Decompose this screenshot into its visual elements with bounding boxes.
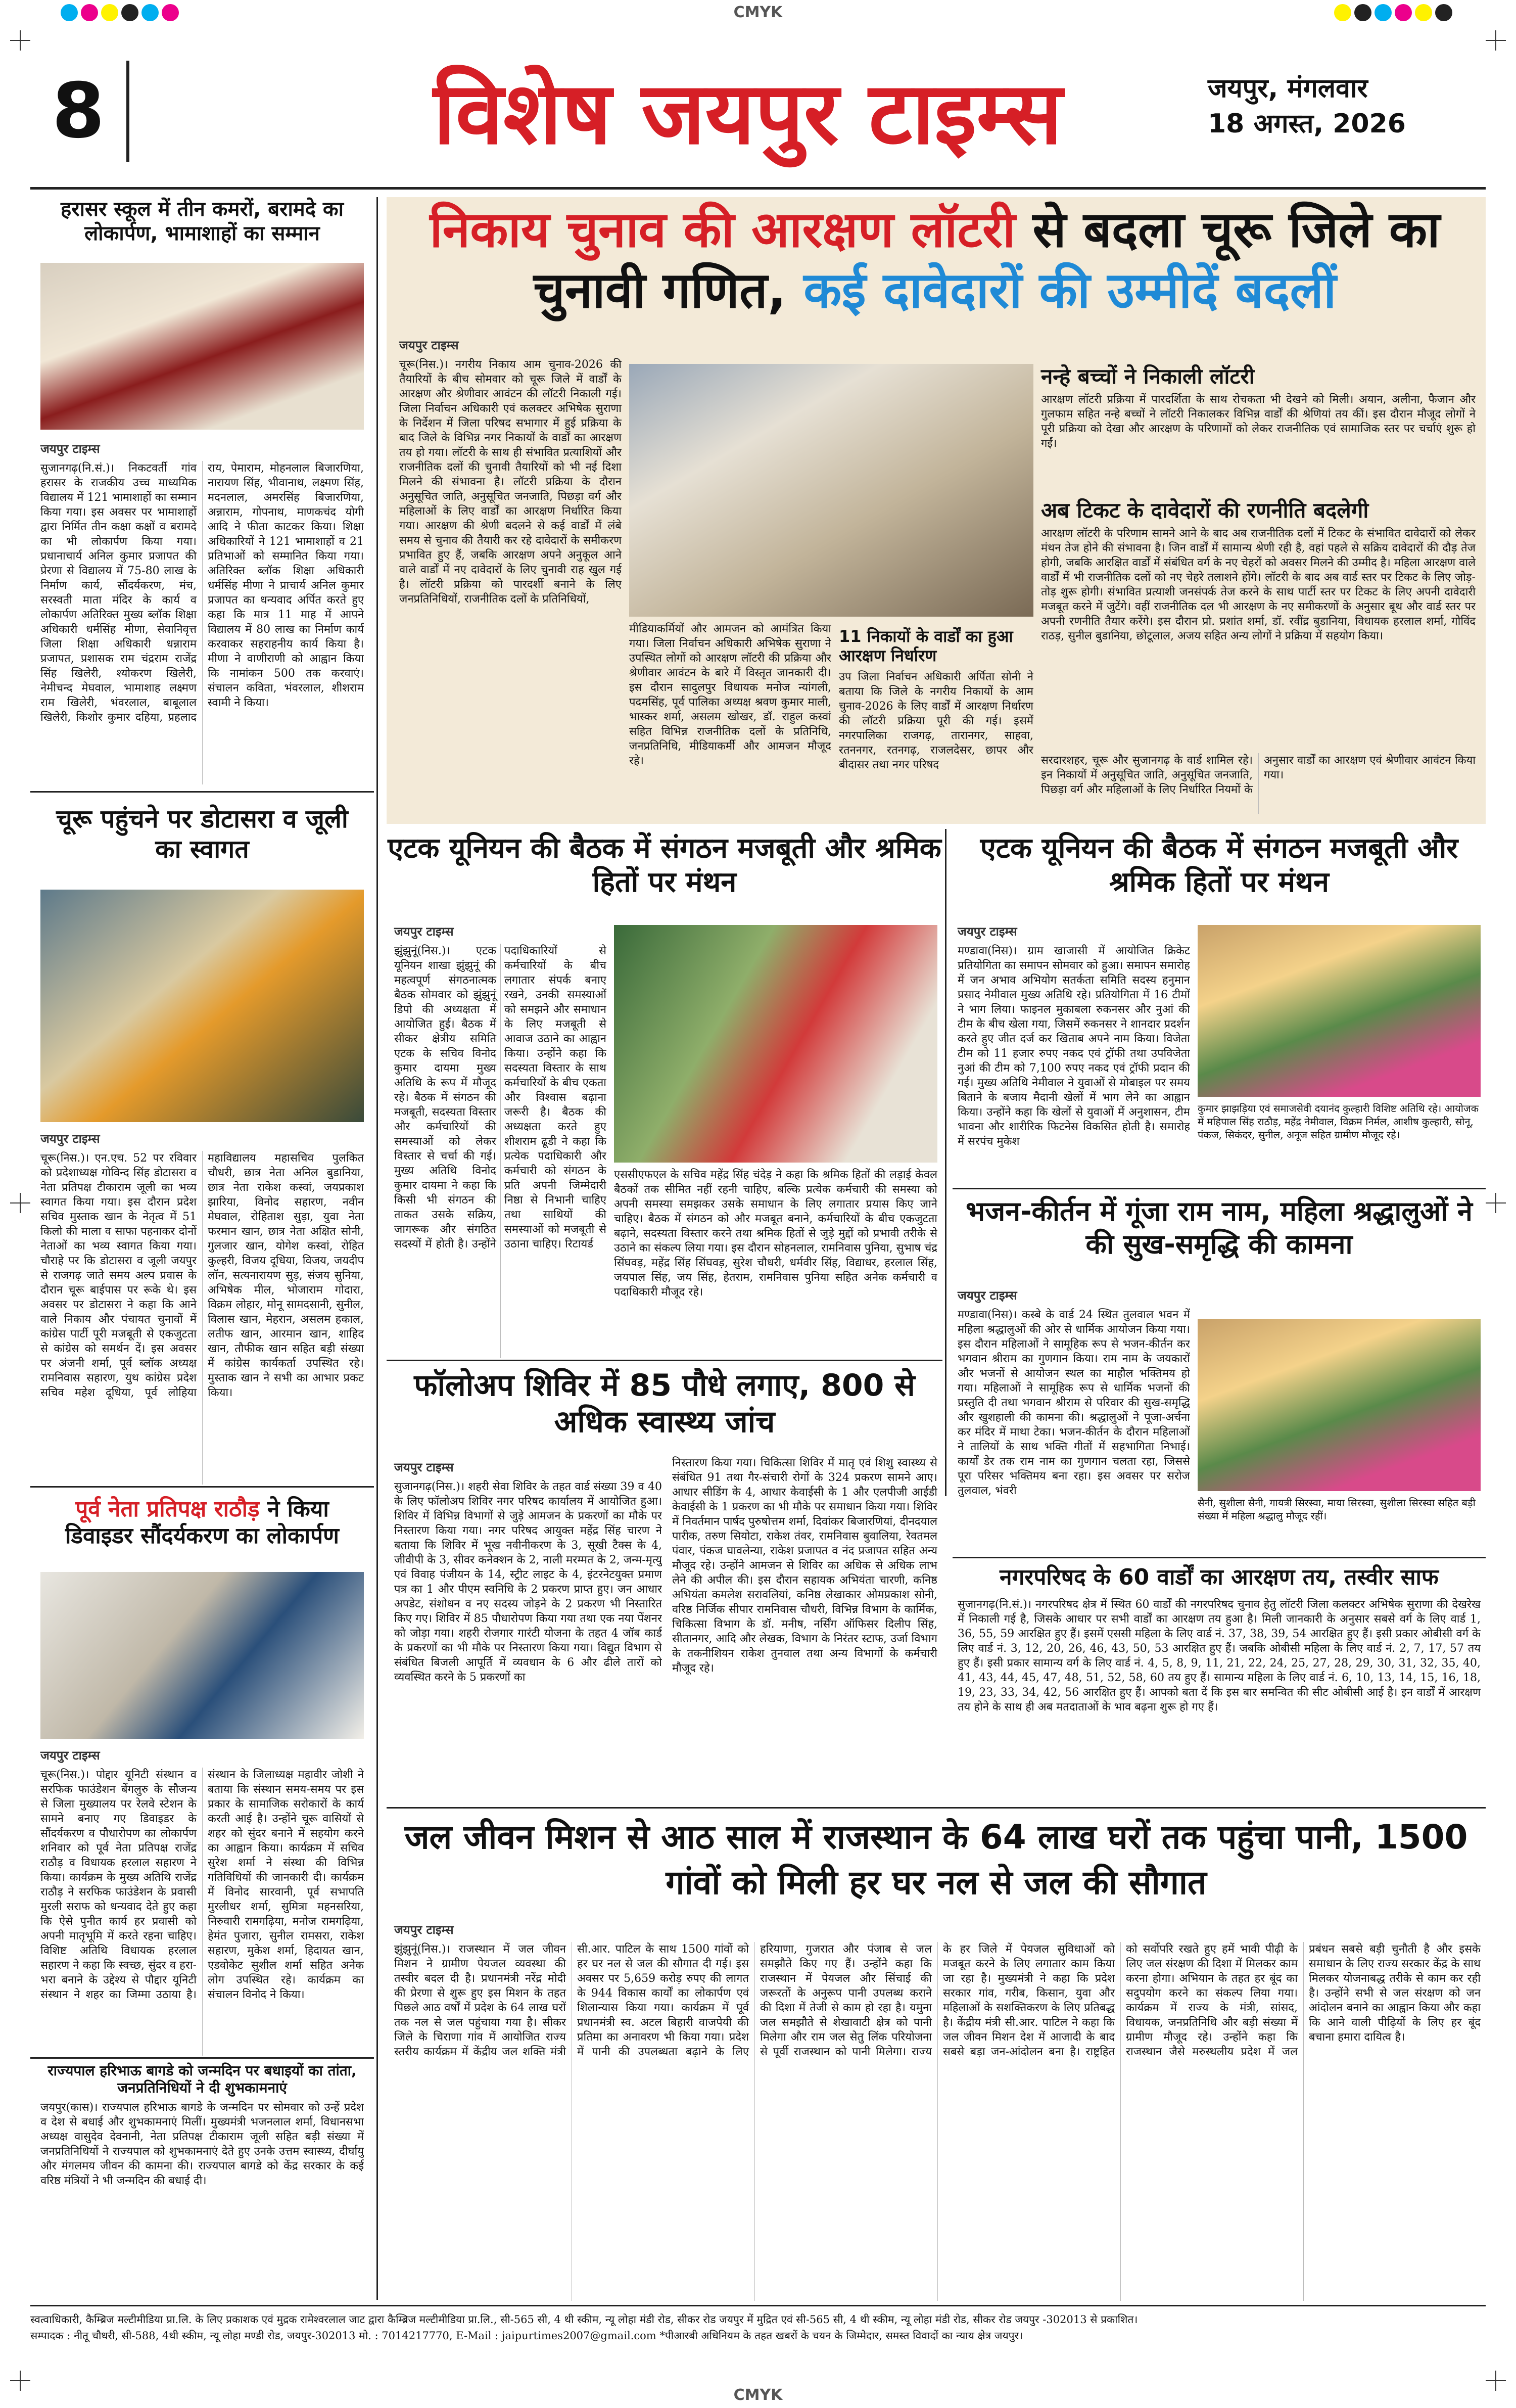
rathore-body: चूरू(निस.)। पोद्दार यूनिटी संस्थान व सरफिक फाउंडेशन बेंगलुरु के सौजन्य से जिला मुख्यालय पर रेलवे स्टेशन के सामने बनाए गए डिवाइडर के सौंदर्यकरण व पौधारोपण का लोकार्पण शनिवार को पूर्व नेता प्रतिपक्ष राजेंद्र राठौड़ व विधायक हरलाल सहारण ने किया। कार्यक्रम के मुख्य अतिथि राजेंद्र राठौड़ ने सरफिक फाउंडेशन के प्रवासी मुरली सराफ को धन्यवाद देते हुए कहा कि ऐसे पुनीत कार्य हर प्रवासी को अपनी मातृभूमि में करते रहना चाहिए। विशिष्ट अतिथि विधायक हरलाल सहारण ने कहा कि स्वच्छ, सुंदर व हरा-भरा बनाने के उद्देश्य से पौद्दार यूनिटी संस्थान ने शहर का जिम्मा उठाया है। संस्थान के जिलाध्यक्ष महावीर जोशी ने बताया कि संस्थान समय-समय पर इस प्रकार के सामाजिक सरोकारों के कार्य करती आई है। उन्होंने चूरू वासियों से शहर को सुंदर बनाने में सहयोग करने का आह्वान किया। कार्यक्रम में सचिव सुरेश शर्मा ने संस्था की विभिन्न गतिविधियों की जानकारी दी। कार्यक्रम में विनोद सारवानी, पूर्व सभापति मुरलीधर शर्मा, सुमित्रा महनसरिया, निरुवारी रामगढ़िया, मनोज रामगढ़िया, हेमंत पुजारा, सुनील रामसरा, राकेश सहारण, मुकेश शर्मा, हिदायत खान, एडवोकेट सुशील शर्मा सहित अनेक लोग उपस्थित रहे। कार्यक्रम का संचालन विनोद ने किया।: [40, 1769, 364, 2001]
masthead-date-text: 18 अगस्त, 2026: [1208, 109, 1406, 139]
byline: जयपुर टाइम्स: [394, 1923, 454, 1937]
masthead-title: विशेष जयपुर टाइम्स: [433, 64, 1063, 164]
byline: जयपुर टाइम्स: [958, 924, 1017, 939]
crop-mark-icon: [10, 30, 30, 51]
bagde-headline: राज्यपाल हरिभाऊ बागडे को जन्मदिन पर बधाइयों का तांता, जनप्रतिनिधियों ने दी शुभकामनाएं: [48, 2062, 357, 2096]
page-number: 8: [30, 61, 129, 162]
etak2-body: मण्डावा(निस)। ग्राम खाजासी में आयोजित क्रिकेट प्रतियोगिता का समापन सोमवार को हुआ। समापन समारोह में जन अभाव अभियोग सतर्कता समिति सदस्य हनुमान प्रसाद नेमीवाल मुख्य अतिथि रहे। प्रतियोगिता में 16 टीमों ने भाग लिया। फाइनल मुकाबला रुकनसर और नुआं की टीम के बीच खेला गया, जिसमें रुकनसर ने शानदार प्रदर्शन करते हुए जीत दर्ज कर खिताब अपने नाम किया। विजेता टीम को 11 हजार रुपए नकद एवं ट्रॉफी तथा उपविजेता नुआं की टीम को 7,100 रुपए नकद एवं ट्रॉफी प्रदान की गई। मुख्य अतिथि नेमीवाल ने युवाओं से मोबाइल पर समय बिताने के बजाय मैदानी खेलों में भाग लेने का आह्वान किया। उन्होंने कहा कि खेलों से युवाओं में अनुशासन, टीम भावना और शारीरिक फिटनेस विकसित होती है। समारोह में सरपंच मुकेश: [958, 945, 1190, 1148]
jal-body-wrap: [394, 1918, 1481, 2297]
byline: जयपुर टाइम्स: [40, 442, 100, 456]
rathore-photo: [40, 1572, 364, 1739]
article-wards: [953, 1564, 1486, 1591]
etak2-col: [958, 920, 1190, 1183]
imprint-line-2: सम्पादक : नीतू चौधरी, सी-588, 4थी स्कीम, न्यू लोहा मण्डी रोड, जयपुर-302013 मो. : 7014217770, E-Mail : jaipurtimes2007@gmail.com *पीआरबी अधिनियम के तहत खबरों के चयन के जिम्मेदार, समस्त विवादों का न्याय क्षेत्र जयपुर।: [30, 2330, 1023, 2342]
dotasara-body-wrap: [40, 1127, 364, 1481]
etak1-photo: [614, 925, 937, 1163]
dotasara-body: चूरू(निस.)। एन.एच. 52 पर रविवार को प्रदेशाध्यक्ष गोविन्द सिंह डोटासरा व नेता प्रतिपक्ष टीकाराम जूली का भव्य स्वागत किया गया। इस दौरान प्रदेश सचिव मुस्ताक खान के नेतृत्व में 51 किलो की माला व साफा पहनाकर दोनों नेताओं का भव्य स्वागत किया गया। चौराहे पर कि डोटासरा व जूली जयपुर से राजगढ़ जाते समय अल्प प्रवास के दौरान चूरू बाईपास पर रूके थे। इस अवसर पर डोटासरा ने कहा कि आने वाले निकाय और पंचायत चुनावों में कांग्रेस पार्टी पूरी मजबूती से एकजुटता से कांग्रेस को समर्थन दें। इस अवसर पर अंजनी शर्मा, पूर्व ब्लॉक अध्यक्ष रामनिवास सहारण, युथ कांग्रेस प्रदेश सचिव महेश दूधिया, पूर्व लोहिया महाविद्यालय महासचिव पुलकित चौधरी, छात्र नेता अनिल बुडानिया, छात्र नेता राकेश कस्वां, जयप्रकाश झारिया, विनोद सहारण, नवीन मेघवाल, रोहिताश सुड़ा, युवा नेता फरमान खान, छात्र नेता अक्षित सोनी, गुलजार खान, योगेश कस्वां, रोहित कुल्हरी, विजय दूधिया, विजय, जयदीप लॉन, सत्यनारायण सुड़, संजय सुनिया, अभिषेक मील, भोजाराम गोदारा, विक्रम लोहार, मोनू सामदसानी, सुनील, विलास खान, मेहरान, असलम हकाल, लतीफ खान, आरमान खान, शाहिद खान, तौफीक खान सहित बड़ी संख्या में कांग्रेस कार्यकर्ता उपस्थित रहे। मुस्ताक खान ने सभी का आभार प्रकट किया।: [40, 1152, 364, 1399]
lead-sub-body: उप जिला निर्वाचन अधिकारी अर्पिता सोनी ने बताया कि जिले के नगरीय निकायों के आम चुनाव-2026 के लिए वार्डों में आरक्षण निर्धारण की लॉटरी प्रक्रिया पूरी की गई। इसमें नगरपालिका राजगढ़, तारानगर, साहवा, रतननगर, रतनगढ़, राजलदेसर, छापर और बीदासर तथा नगर परिषद: [839, 670, 1033, 771]
cmyk-label-bottom: CMYK: [733, 2386, 783, 2404]
bhajan-col: [958, 1284, 1190, 1552]
byline: जयपुर टाइम्स: [40, 1132, 100, 1146]
lead-box-strategy: [1041, 498, 1476, 751]
rathore-headline-black: ने किया डिवाइडर सौंदर्यकरण का लोकार्पण: [65, 1496, 339, 1549]
article-etak-2: [953, 831, 1486, 899]
divider: [30, 1486, 374, 1488]
lead-col-2: [629, 622, 831, 814]
cmyk-label-top: CMYK: [733, 4, 783, 21]
color-swatch-strip-left: [61, 4, 182, 21]
harasar-headline: हरासर स्कूल में तीन कमरों, बरामदे का लोकार्पण, भामाशाहों का सम्मान: [61, 198, 344, 245]
article-jal-jeevan: [387, 1815, 1486, 1906]
lead-col-1: [399, 334, 622, 814]
rathore-headline-red: पूर्व नेता प्रतिपक्ष राठौड़: [75, 1496, 260, 1522]
etak1-headline: एटक यूनियन की बैठक में संगठन मजबूती और श्रमिक हितों पर मंथन: [388, 832, 941, 899]
jal-body: झुंझुनूं(निस.)। राजस्थान में जल जीवन मिशन ने ग्रामीण पेयजल व्यवस्था की तस्वीर बदल दी है। प्रधानमंत्री नरेंद्र मोदी की प्रेरणा से शुरू हुए इस मिशन के तहत पिछले आठ वर्षों में प्रदेश के 64 लाख घरों तक नल से जल पहुंचाया गया है। सीकर जिले के चिराणा गांव में आयोजित राज्य स्तरीय कार्यक्रम में केंद्रीय जल शक्ति मंत्री सी.आर. पाटिल के साथ 1500 गांवों को हर घर नल से जल की सौगात दी गई। इस अवसर पर 5,659 करोड़ रुपए की लागत के 944 विकास कार्यों का लोकार्पण एवं शिलान्यास किया गया। कार्यक्रम में पूर्व प्रधानमंत्री स्व. अटल बिहारी वाजपेयी की प्रतिमा का अनावरण भी किया गया। प्रदेश में पानी की उपलब्धता बढ़ाने के लिए हरियाणा, गुजरात और पंजाब से जल समझौते किए गए हैं। उन्होंने कहा कि राजस्थान में पेयजल और सिंचाई की जरूरतों के अनुरूप पानी उपलब्ध कराने की दिशा में तेजी से काम हो रहा है। यमुना जल समझौते से शेखावाटी क्षेत्र को पानी मिलेगा और राम जल सेतु लिंक परियोजना से पूर्वी राजस्थान को पानी मिलेगा। राज्य के हर जिले में पेयजल सुविधाओं को मजबूत करने के लिए लगातार काम किया जा रहा है। मुख्यमंत्री ने कहा कि प्रदेश सरकार गांव, गरीब, किसान, युवा और महिलाओं के सशक्तिकरण के लिए प्रतिबद्ध है। केंद्रीय मंत्री सी.आर. पाटिल ने कहा कि जल जीवन मिशन देश में आजादी के बाद सबसे बड़ा जन-आंदोलन बना है। राष्ट्रहित को सर्वोपरि रखते हुए हमें भावी पीढ़ी के लिए जल संरक्षण की दिशा में मिलकर काम करना होगा। अभियान के तहत हर बूंद का सदुपयोग करने का संकल्प लिया गया। कार्यक्रम में राज्य के मंत्री, सांसद, विधायक, जनप्रतिनिधि और बड़ी संख्या में ग्रामीण मौजूद रहे। उन्होंने कहा कि राजस्थान जैसे मरुस्थलीय प्रदेश में जल प्रबंधन सबसे बड़ी चुनौती है और इसके समाधान के लिए राज्य सरकार केंद्र के साथ मिलकर योजनाबद्ध तरीके से काम कर रही है। उन्होंने सभी से जल संरक्षण को जन आंदोलन बनाने का आह्वान किया और कहा कि आने वाली पीढ़ियों के लिए हर बूंद बचाना हमारा दायित्व है।: [394, 1943, 1481, 2058]
divider: [387, 1807, 1486, 1809]
followup-col-2: [672, 1456, 937, 1799]
lead-box-strategy-headline: अब टिकट के दावेदारों की रणनीति बदलेगी: [1041, 498, 1369, 523]
bhajan-photo: [1198, 1319, 1481, 1491]
etak1-col-1: [394, 920, 606, 1355]
bhajan-headline: भजन-कीर्तन में गूंजा राम नाम, महिला श्रद्धालुओं ने की सुख-समृद्धि की कामना: [966, 1195, 1473, 1260]
etak1-col-2: [614, 1168, 937, 1355]
rathore-body-wrap: [40, 1744, 364, 2052]
crop-mark-icon: [1486, 30, 1506, 51]
article-harasar: [30, 197, 374, 246]
bhajan-caption: सैनी, सुशीला सैनी, गायत्री सिरस्वा, माया सिरस्वा, सुशीला सिरस्वा सहित बड़ी संख्या में महिला श्रद्धालु मौजूद रहीं।: [1198, 1497, 1476, 1522]
etak1-body-2: एससीएफएल के सचिव महेंद्र सिंह चंदेड़ ने कहा कि श्रमिक हितों की लड़ाई केवल बैठकों तक सीमित नहीं रहनी चाहिए, बल्कि प्रत्येक कर्मचारी की समस्या को अपनी समस्या समझकर उसके समाधान के लिए लगातार प्रयास किए जाने चाहिए। बैठक में संगठन को और मजबूत बनाने, कर्मचारियों के बीच एकजुटता बढ़ाने, सदस्यता विस्तार करने तथा श्रमिक हितों से जुड़े मुद्दों को प्रभावी तरीके से उठाने का संकल्प लिया गया। इस दौरान सोहनलाल, रामनिवास पुनिया, सुभाष चंद्र सिंघवड़, महेंद्र सिंह सिंघवड़, सुरेश चौधरी, धर्मवीर सिंह, विद्याधर, हरलाल सिंह, जयपाल सिंह, जय सिंह, हेतराम, रामनिवास पुनिया सहित अनेक कर्मचारी व पदाधिकारी मौजूद रहे।: [614, 1169, 937, 1299]
followup-body-2: निस्तारण किया गया। चिकित्सा शिविर में मातृ एवं शिशु स्वास्थ्य से संबंधित 91 तथा गैर-संचारी रोगों के 324 प्रकरण सामने आए। आधार सीडिंग के 4, आधार केवाईसी के 1 और एलपीजी आईडी केवाईसी के 1 प्रकरण का भी मौके पर समाधान किया गया। शिविर में निवर्तमान पार्षद पुरुषोत्तम शर्मा, दिवांकर बिजारणियां, दीनदयाल पारीक, तरुण सियोटा, राकेश तंवर, रामनिवास बुवालिया, रेवतमल पंवार, पंकज घावलेन्या, राकेश प्रजापत व नंद प्रजापत सहित अन्य मौजूद रहे। उन्होंने आमजन से शिविर का अधिक से अधिक लाभ लेने की अपील की। इस दौरान सहायक अभियंता चारणी, कनिष्ठ अभियंता कमलेश सरावलियां, कनिष्ठ लेखाकार ओमप्रकाश सोनी, वरिष्ठ निर्जिक सीपार रामनिवास चौधरी, विभिन्न विभाग के कार्मिक, चिकित्सा विभाग के डॉ. मनीष, नर्सिंग ऑफिसर दिलीप सिंह, सीतानगर, आदि और लेखक, विभाग के निरंतर स्टाफ, उर्जा विभाग के तकनीशियन राकेश तुनवाल तथा अन्य विभागों के कर्मचारी मौजूद रहे।: [672, 1457, 937, 1675]
byline: जयपुर टाइम्स: [394, 924, 454, 939]
masthead-city-day: जयपुर, मंगलवार: [1208, 73, 1368, 104]
crop-mark-icon: [10, 1193, 30, 1213]
lead-headline-blue: कई दावेदारों की उम्मीदें बदलीं: [803, 262, 1337, 319]
masthead-date: [1208, 71, 1486, 142]
lead-box-kids: [1041, 364, 1476, 495]
etak2-headline: एटक यूनियन की बैठक में संगठन मजबूती और श्रमिक हितों पर मंथन: [980, 832, 1458, 899]
column-divider: [945, 829, 946, 1496]
etak2-caption: कुमार झाझड़िया एवं समाजसेवी दयानंद कुल्हारी विशिष्ट अतिथि रहे। आयोजक में महिपाल सिंह राठौड़, महेंद्र नेमीवाल, विक्रम निर्मल, आशीष कुल्हारी, सोनू, पंकज, सिकंदर, सुनील, अनूज सहित ग्रामीण मौजूद रहे।: [1198, 1102, 1479, 1141]
article-dotasara: [40, 804, 364, 864]
followup-body-1: सुजानगढ़(निस.)। शहरी सेवा शिविर के तहत वार्ड संख्या 39 व 40 के लिए फॉलोअप शिविर नगर परिषद कार्यालय में आयोजित हुआ। शिविर में विभिन्न विभागों से जुड़े आमजन के प्रकरणों का मौके पर निस्तारण किया गया। नगर परिषद आयुक्त महेंद्र सिंह चारण ने बताया कि शिविर में भूख नवीनीकरण के 3, सूखी टैक्स के 4, जीवीपी के 3, सीवर कनेक्शन के 2, नाली मरम्मत के 2, जन्म-मृत्यु एवं विवाह पंजीयन के 14, स्ट्रीट लाइट के 4, इंटरनेटयुक्त प्रमाण पत्र का 1 और पीएम स्वनिधि के 2 प्रकरण प्राप्त हुए। जन आधार अपडेट, संशोधन व नए सदस्य जोड़ने के 2 प्रकरण भी निस्तारित किए गए। शिविर में 85 पौधारोपण किया गया तथा एक नया पेंशनर को जोड़ा गया। शहरी रोजगार गारंटी योजना के तहत 4 जॉब कार्ड के प्रकरणों का भी मौके पर निस्तारण किया गया। विद्युत विभाग से संबंधित बिजली आपूर्ति में व्यवधान के 6 और ढीले तारों को व्यवस्थित करने के 5 प्रकरणों का: [394, 1480, 662, 1684]
harasar-body-wrap: [40, 437, 364, 781]
byline: जयपुर टाइम्स: [40, 1748, 100, 1763]
lead-bottom-body: सरदारशहर, चूरू और सुजानगढ़ के वार्ड शामिल रहे। इन निकायों में अनुसूचित जाति, अनुसूचित जनजाति, पिछड़ा वर्ग और महिलाओं के लिए निर्धारित नियमों के अनुसार वार्डों का आरक्षण एवं श्रेणीवार आवंटन किया गया।: [1041, 754, 1476, 796]
divider: [30, 791, 374, 793]
wards-headline: नगरपरिषद के 60 वार्डों का आरक्षण तय, तस्वीर साफ: [1000, 1564, 1439, 1590]
imprint-footer: [30, 2305, 1486, 2377]
color-swatch-strip-right: [1334, 4, 1455, 21]
harasar-photo: [40, 263, 364, 430]
lead-photo: [629, 364, 1033, 617]
etak2-photo: [1198, 925, 1481, 1097]
byline: जयपुर टाइम्स: [399, 338, 459, 352]
article-followup: [387, 1367, 942, 1440]
divider: [953, 1557, 1486, 1558]
article-rathore: [40, 1496, 364, 1550]
lead-body-2: मीडियाकर्मियों और आमजन को आमंत्रित किया गया। जिला निर्वाचन अधिकारी अभिषेक सुराणा ने उपस्थित लोगों को आरक्षण लॉटरी की प्रक्रिया और श्रेणीवार आवंटन के बारे में विस्तृत जानकारी दी। इस दौरान सादुलपुर विधायक मनोज न्यांगली, पदमसिंह, पूर्व पालिका अध्यक्ष श्रवण कुमार माली, भास्कर शर्मा, असलम खोखर, डॉ. राहुल कस्वां सहित विभिन्न राजनीतिक दलों के प्रतिनिधि, जनप्रतिनिधि, मीडियाकर्मी और आमजन मौजूद रहे।: [629, 623, 831, 767]
lead-headline-black: से बदला चूरू जिले का चुनावी गणित,: [533, 201, 1440, 319]
column-divider: [376, 197, 378, 2300]
divider: [387, 1360, 942, 1361]
masthead-rule: [30, 187, 1486, 190]
article-bhajan: [953, 1195, 1486, 1261]
jal-headline: जल जीवन मिशन से आठ साल में राजस्थान के 64 लाख घरों तक पहुंचा पानी, 1500 गांवों को मिली हर घर नल से जल की सौगात: [404, 1818, 1468, 1902]
bagde-body: जयपुर(कास)। राज्यपाल हरिभाऊ बागडे के जन्मदिन पर सोमवार को उन्हें प्रदेश व देश से बधाई और शुभकामनाएं मिलीं। मुख्यमंत्री भजनलाल शर्मा, विधानसभा अध्यक्ष वासुदेव देवनानी, नेता प्रतिपक्ष टीकाराम जूली सहित बड़ी संख्या में जनप्रतिनिधियों ने राज्यपाल को शुभकामनाएं देते हुए उनके उत्तम स्वास्थ्य, दीर्घायु और मंगलमय जीवन की कामना की। राज्यपाल बागडे को केंद्र सरकार के कई वरिष्ठ मंत्रियों ने भी जन्मदिन की बधाई दी।: [40, 2101, 364, 2188]
lead-bottom: [1041, 753, 1476, 816]
divider: [30, 2057, 374, 2059]
divider: [953, 1188, 1486, 1189]
article-etak-1: [387, 831, 942, 899]
byline: जयपुर टाइम्स: [394, 1460, 454, 1474]
lead-box-kids-body: आरक्षण लॉटरी प्रक्रिया में पारदर्शिता के साथ रोचकता भी देखने को मिली। अयान, अलीना, फैजान और गुलफाम सहित नन्हे बच्चों ने लॉटरी निकालकर विभिन्न वार्डों की श्रेणियां तय कीं। इस दौरान मौजूद लोगों ने पूरी प्रक्रिया को देखा और आरक्षण के परिणामों को लेकर राजनीतिक एवं सामाजिक स्तर पर चर्चाएं शुरू हो गईं।: [1041, 393, 1476, 450]
lead-box-strategy-body: आरक्षण लॉटरी के परिणाम सामने आने के बाद अब राजनीतिक दलों में टिकट के संभावित दावेदारों को लेकर मंथन तेज होने की संभावना है। जिन वार्डों में सामान्य श्रेणी रही है, वहां पहले से सक्रिय दावेदारों की दौड़ तेज होगी, जबकि आरक्षित वार्डों में संबंधित वर्ग के नए चेहरों को अवसर मिलने की उम्मीद है। महिला आरक्षण वाले वार्डों में भी राजनीतिक दलों को नए चेहरे तलाशने होंगे। लॉटरी के बाद अब वार्ड स्तर पर टिकट के लिए जोड़-तोड़ शुरू होगी। संभावित प्रत्याशी जनसंपर्क तेज करने के साथ पार्टी स्तर पर टिकट के लिए अपनी दावेदारी मजबूत करने में जुटेंगे। वहीं राजनीतिक दल भी आरक्षण के नए समीकरणों के अनुसार बूथ और वार्ड स्तर पर अपनी रणनीति तैयार करेंगे। इस दौरान प्रो. प्रशांत शर्मा, डॉ. रवींद्र बुडानिया, विधायक हरलाल शर्मा, गोविंद राठड़, सुनील बुडानिया, छोटूलाल, अजय सहित अन्य लोगों ने प्रक्रिया में सहयोग किया।: [1041, 527, 1476, 643]
masthead: [30, 51, 1486, 177]
wards-body: सुजानगढ़(नि.सं.)। नगरपरिषद क्षेत्र में स्थित 60 वार्डों की नगरपरिषद चुनाव हेतु लॉटरी जिला कलक्टर अभिषेक सुराणा की देखरेख में निकाली गई है, जिसके आधार पर सभी वार्डों का आरक्षण तय हुआ है। मिली जानकारी के अनुसार सबसे वर्ग के लिए वार्ड 1, 36, 55, 59 आरक्षित हुए हैं। इसमें एससी महिला के लिए वार्ड नं. 37, 38, 39, 54 आरक्षित हुए हैं। इसी प्रकार ओबीसी वर्ग के लिए वार्ड नं. 3, 12, 20, 26, 46, 43, 50, 53 आरक्षित हुए हैं। जबकि ओबीसी महिला के लिए वार्ड नं. 2, 7, 17, 57 तय हुए हैं। इसी प्रकार सामान्य वर्ग के लिए वार्ड नं. 4, 5, 8, 9, 11, 21, 22, 24, 25, 27, 28, 29, 30, 31, 32, 35, 40, 41, 43, 44, 45, 47, 48, 51, 52, 58, 60 तय हुए हैं। सामान्य महिला के लिए वार्ड नं. 6, 10, 13, 14, 15, 16, 18, 19, 23, 33, 34, 42, 56 आरक्षित हुए हैं। आपको बता दें कि इस बार समन्वित की सीट ओबीसी आई है। इन वार्डों में आरक्षण तय होने के साथ ही अब मतदाताओं के भाव बढ़ना शुरू हो गए हैं।: [958, 1598, 1481, 1714]
lead-subarticle: [839, 627, 1033, 814]
byline: जयपुर टाइम्स: [958, 1288, 1017, 1303]
lead-headline: [394, 200, 1476, 321]
lead-body-1: चूरू(निस.)। नगरीय निकाय आम चुनाव-2026 की तैयारियों के बीच सोमवार को चूरू जिले में वार्डों के आरक्षण और श्रेणीवार आवंटन की लॉटरी निकाली गई। जिला निर्वाचन अधिकारी एवं कलक्टर अभिषेक सुराणा के निर्देशन में जिला परिषद सभागार में हुई प्रक्रिया के बाद जिले के विभिन्न नगर निकायों के वार्डों का आरक्षण तय हो गया। लॉटरी के साथ ही संभावित प्रत्याशियों और राजनीतिक दलों की चुनावी तैयारियों को भी नई दिशा मिलने की संभावना है। लॉटरी प्रक्रिया के दौरान अनुसूचित जाति, अनुसूचित जनजाति, पिछड़ा वर्ग और महिलाओं के लिए वार्डों का आरक्षण निर्धारित किया गया। आरक्षण की श्रेणी बदलने से कई वार्डों में लंबे समय से चुनाव की तैयारी कर रहे दावेदारों के समीकरण प्रभावित हुए हैं, जबकि आरक्षण अपने अनुकूल आने वाले वार्डों में नए दावेदारों के लिए चुनावी राह खुल गई है। लॉटरी प्रक्रिया को पारदर्शी बनाने के लिए जनप्रतिनिधियों, राजनीतिक दलों के प्रतिनिधियों,: [399, 358, 622, 606]
lead-box-kids-headline: नन्हे बच्चों ने निकाली लॉटरी: [1041, 364, 1255, 389]
article-bagde: [40, 2062, 364, 2300]
bhajan-body: मण्डावा(निस)। कस्बे के वार्ड 24 स्थित तुलवाल भवन में महिला श्रद्धालुओं की ओर से धार्मिक आयोजन किया गया। इस दौरान महिलाओं ने सामूहिक रूप से भजन-कीर्तन कर भगवान श्रीराम का गुणगान किया। राम नाम के जयकारों और भजनों से आयोजन स्थल का माहौल भक्तिमय हो गया। महिलाओं ने सामूहिक रूप से धार्मिक भजनों की प्रस्तुति दी तथा भगवान श्रीराम से परिवार की सुख-समृद्धि और खुशहाली की कामना की। श्रद्धालुओं ने पूजा-अर्चना कर मंदिर में माथा टेका। भजन-कीर्तन के दौरान महिलाओं ने तालियों के साथ भक्ति गीतों में सहभागिता निभाई। कार्यों डेर तक राम नाम का गुणगान चलता रहा, जिससे पूरा परिसर भक्तिमय बना रहा। इस अवसर पर सरोज तुलवाल, भंवरी: [958, 1309, 1190, 1497]
followup-col-1: [394, 1456, 662, 1799]
crop-mark-icon: [1486, 1193, 1506, 1213]
dotasara-headline: चूरू पहुंचने पर डोटासरा व जूली का स्वागत: [56, 804, 348, 864]
harasar-body: सुजानगढ़(नि.सं.)। निकटवर्ती गांव हरासर के राजकीय उच्च माध्यमिक विद्यालय में 121 भामाशाहों का सम्मान किया गया। इस अवसर पर भामाशाहों द्वारा निर्मित तीन कक्षा कक्षों व बरामदे का भी लोकार्पण किया गया। प्रधानाचार्य अनिल कुमार प्रजापत की प्रेरणा से विद्यालय में 75-80 लाख के निर्माण कार्य, सौंदर्यकरण, मंच, सरस्वती माता मंदिर के कार्य व लोकार्पण अतिरिक्त मुख्य ब्लॉक शिक्षा अधिकारी धर्मसिंह मीणा, सेवानिवृत्त जिला शिक्षा अधिकारी धन्नाराम प्रजापत, प्रशासक राम चंद्रराम राजेंद्र सिंह खिलेरी, श्योकरण खिलेरी, नेमीचन्द मेघवाल, भामाशाह लक्ष्मण राम खिलेरी, भंवरलाल, बाबूलाल खिलेरी, किशोर कुमार दहिया, प्रहलाद राय, पेमाराम, मोहनलाल बिजारणिया, नारायण सिंह, भीवानाथ, लक्ष्मण सिंह, मदनलाल, अमरसिंह बिजारणिया, अन्नाराम, गोपनाथ, माणकचंद योगी आदि ने फीता काटकर किया। शिक्षा अधिकारियों ने 121 भामाशाहों व 21 प्रतिभाओं को सम्मानित किया गया। अतिरिक्त ब्लॉक शिक्षा अधिकारी धर्मसिंह मीणा ने प्राचार्य अनिल कुमार प्रजापत का धन्यवाद अर्पित करते हुए कहा कि मात्र 11 माह में आपने विद्यालय में 80 लाख का निर्माण कार्य करवाकर सहराहनीय कार्य किया है। मीणा ने वाणीराणी को आह्वान किया कि नामांकन 500 तक करवाएं। संचालन कविता, भंवरलाल, शीशराम स्वामी ने किया।: [40, 462, 364, 724]
imprint-line-1: स्वत्वाधिकारी, कैम्ब्रिज मल्टीमीडिया प्रा.लि. के लिए प्रकाशक एवं मुद्रक रामेश्वरलाल जाट द्वारा कैम्ब्रिज मल्टीमीडिया प्रा.लि., सी-565 सी, 4 थी स्कीम, न्यू लोहा मंडी रोड, सीकर रोड जयपुर में मुद्रित एवं सी-565 सी, 4 थी स्कीम, न्यू लोहा मंडी रोड, सीकर रोड जयपुर -302013 से प्रकाशित।: [30, 2313, 1138, 2326]
followup-headline: फॉलोअप शिविर में 85 पौधे लगाए, 800 से अधिक स्वास्थ्य जांच: [414, 1368, 915, 1440]
wards-body-wrap: [958, 1597, 1481, 1799]
lead-sub-headline: 11 निकायों के वार्डों का हुआ आरक्षण निर्धारण: [839, 627, 1013, 666]
etak1-body-1: झुंझुनूं(निस.)। एटक यूनियन शाखा झुंझुनूं की महत्वपूर्ण संगठनात्मक बैठक सोमवार को झुंझुनूं डिपो की अध्यक्षता में आयोजित हुई। बैठक में सीकर क्षेत्रीय समिति एटक के सचिव विनोद कुमार दायमा मुख्य अतिथि के रूप में मौजूद रहे। बैठक में संगठन की मजबूती, सदस्यता विस्तार और कर्मचारियों की समस्याओं को लेकर विस्तार से चर्चा की गई। मुख्य अतिथि विनोद कुमार दायमा ने कहा कि किसी भी संगठन की ताकत उसके सक्रिय, जागरूक और संगठित सदस्यों में होती है। उन्होंने पदाधिकारियों से कर्मचारियों के बीच लगातार संपर्क बनाए रखने, उनकी समस्याओं को समझने और समाधान के लिए मजबूती से आवाज उठाने का आह्वान किया। उन्होंने कहा कि सदस्यता विस्तार के साथ कर्मचारियों के बीच एकता और विश्वास बढ़ाना जरूरी है। बैठक की अध्यक्षता करते हुए शीशराम ढूडी ने कहा कि प्रत्येक पदाधिकारी और कर्मचारी को संगठन के प्रति अपनी जिम्मेदारी निष्ठा से निभानी चाहिए तथा साथियों की समस्याओं को मजबूती से उठाना चाहिए। रिटायर्ड: [394, 945, 606, 1251]
lead-headline-red: निकाय चुनाव की आरक्षण लॉटरी: [430, 201, 1016, 259]
dotasara-photo: [40, 890, 364, 1122]
